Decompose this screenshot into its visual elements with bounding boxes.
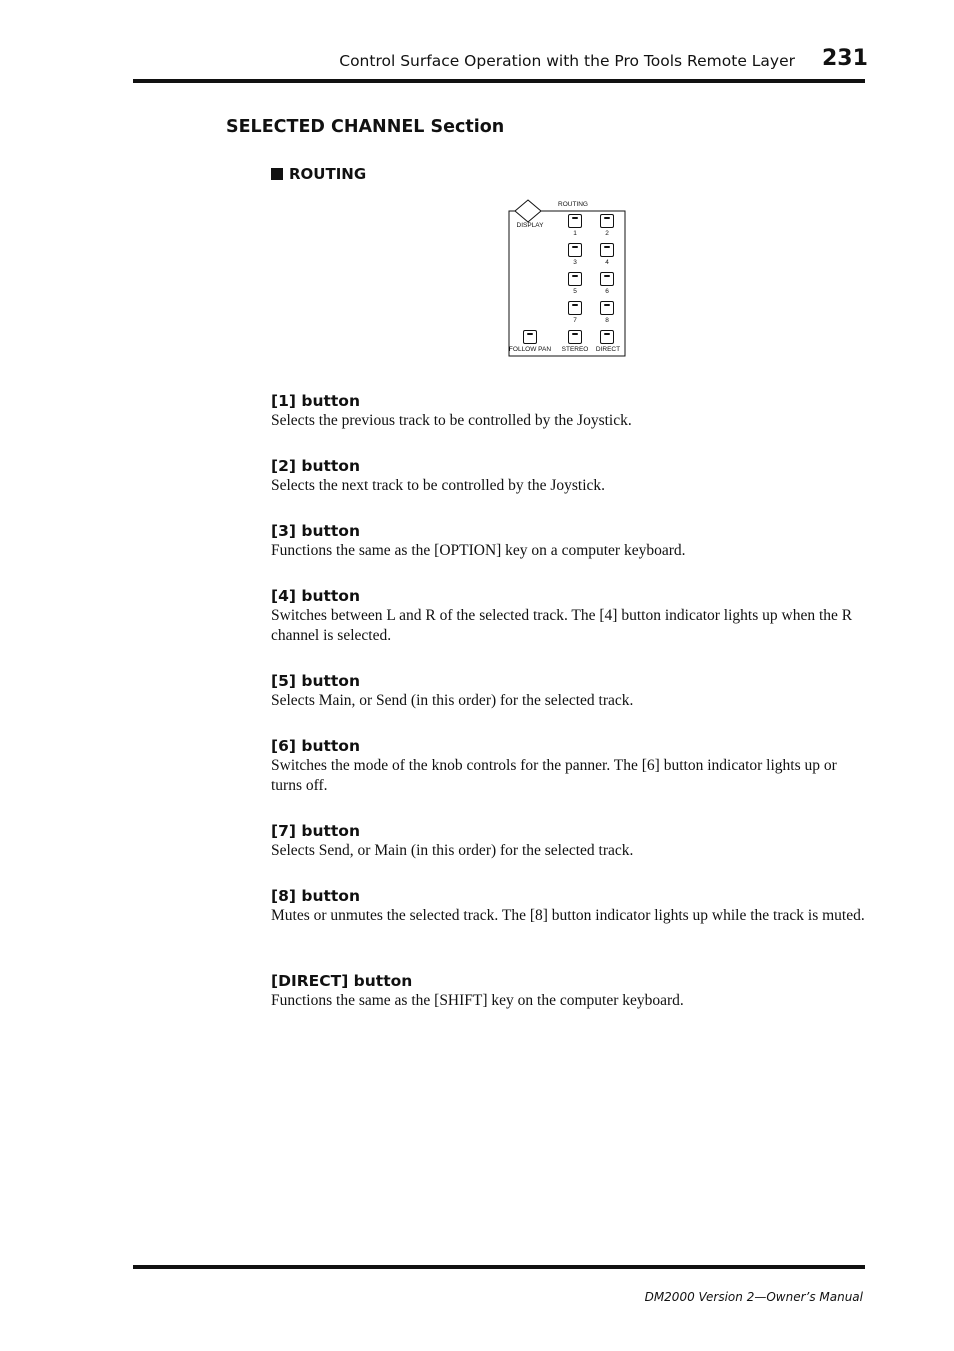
entry-title: [1] button [271,392,360,410]
running-header: Control Surface Operation with the Pro Tools Remote Layer [339,52,795,70]
button-number: 3 [573,259,577,266]
follow-pan-button[interactable] [523,330,537,344]
display-diamond-icon [515,200,541,222]
stereo-button[interactable] [568,330,582,344]
entry-title: [DIRECT] button [271,972,413,990]
routing-button-4[interactable] [600,243,614,257]
routing-button-3[interactable] [568,243,582,257]
entry-button-6 [271,736,866,796]
footer-rule [133,1265,865,1269]
entry-button-5 [271,671,866,711]
button-number: 4 [605,259,609,266]
entry-button-4 [271,586,866,646]
entry-button-3 [271,521,866,561]
routing-button-7[interactable] [568,301,582,315]
subsection-title: ROUTING [289,165,367,183]
direct-label: DIRECT [595,346,621,353]
entry-button-2 [271,456,866,496]
button-number: 7 [573,317,577,324]
button-number: 6 [605,288,609,295]
routing-button-8[interactable] [600,301,614,315]
entry-title: [3] button [271,522,360,540]
display-label: DISPLAY [516,222,544,229]
direct-button[interactable] [600,330,614,344]
header-rule [133,79,865,83]
routing-button-5[interactable] [568,272,582,286]
entry-title: [8] button [271,887,360,905]
routing-button-6[interactable] [600,272,614,286]
button-number: 1 [573,230,577,237]
entry-button-1 [271,391,866,431]
entry-body: Mutes or unmutes the selected track. The [8] button indicator lights up while the track is muted. [271,907,865,924]
routing-button-1[interactable] [568,214,582,228]
routing-panel-diagram [508,198,626,358]
subsection-heading [271,165,366,183]
entry-body: Switches the mode of the knob controls for the panner. The [6] button indicator lights up or turns off. [271,757,837,794]
section-title: SELECTED CHANNEL Section [226,117,505,137]
stereo-label: STEREO [561,346,589,353]
entry-title: [5] button [271,672,360,690]
entry-button-8 [271,886,866,926]
entry-title: [6] button [271,737,360,755]
black-square-icon [271,168,283,180]
entry-body: Selects Send, or Main (in this order) for the selected track. [271,842,634,859]
entry-body: Selects the next track to be controlled by the Joystick. [271,477,606,494]
button-number: 5 [573,288,577,295]
entry-body: Selects the previous track to be controlled by the Joystick. [271,412,632,429]
button-number: 2 [605,230,609,237]
entry-body: Functions the same as the [OPTION] key on a computer keyboard. [271,542,686,559]
page-number: 231 [822,46,868,71]
entry-button-7 [271,821,866,861]
entry-body: Selects Main, or Send (in this order) for the selected track. [271,692,634,709]
entry-body: Switches between L and R of the selected track. The [4] button indicator lights up when the R channel is selected. [271,607,853,644]
entry-direct-button [271,971,866,1011]
routing-button-2[interactable] [600,214,614,228]
entry-body: Functions the same as the [SHIFT] key on the computer keyboard. [271,992,684,1009]
entry-title: [2] button [271,457,360,475]
entry-title: [4] button [271,587,360,605]
routing-label: ROUTING [558,201,588,208]
entry-title: [7] button [271,822,360,840]
follow-pan-label: FOLLOW PAN [508,346,552,353]
footer-manual-title: DM2000 Version 2—Owner’s Manual [644,1290,863,1304]
button-number: 8 [605,317,609,324]
